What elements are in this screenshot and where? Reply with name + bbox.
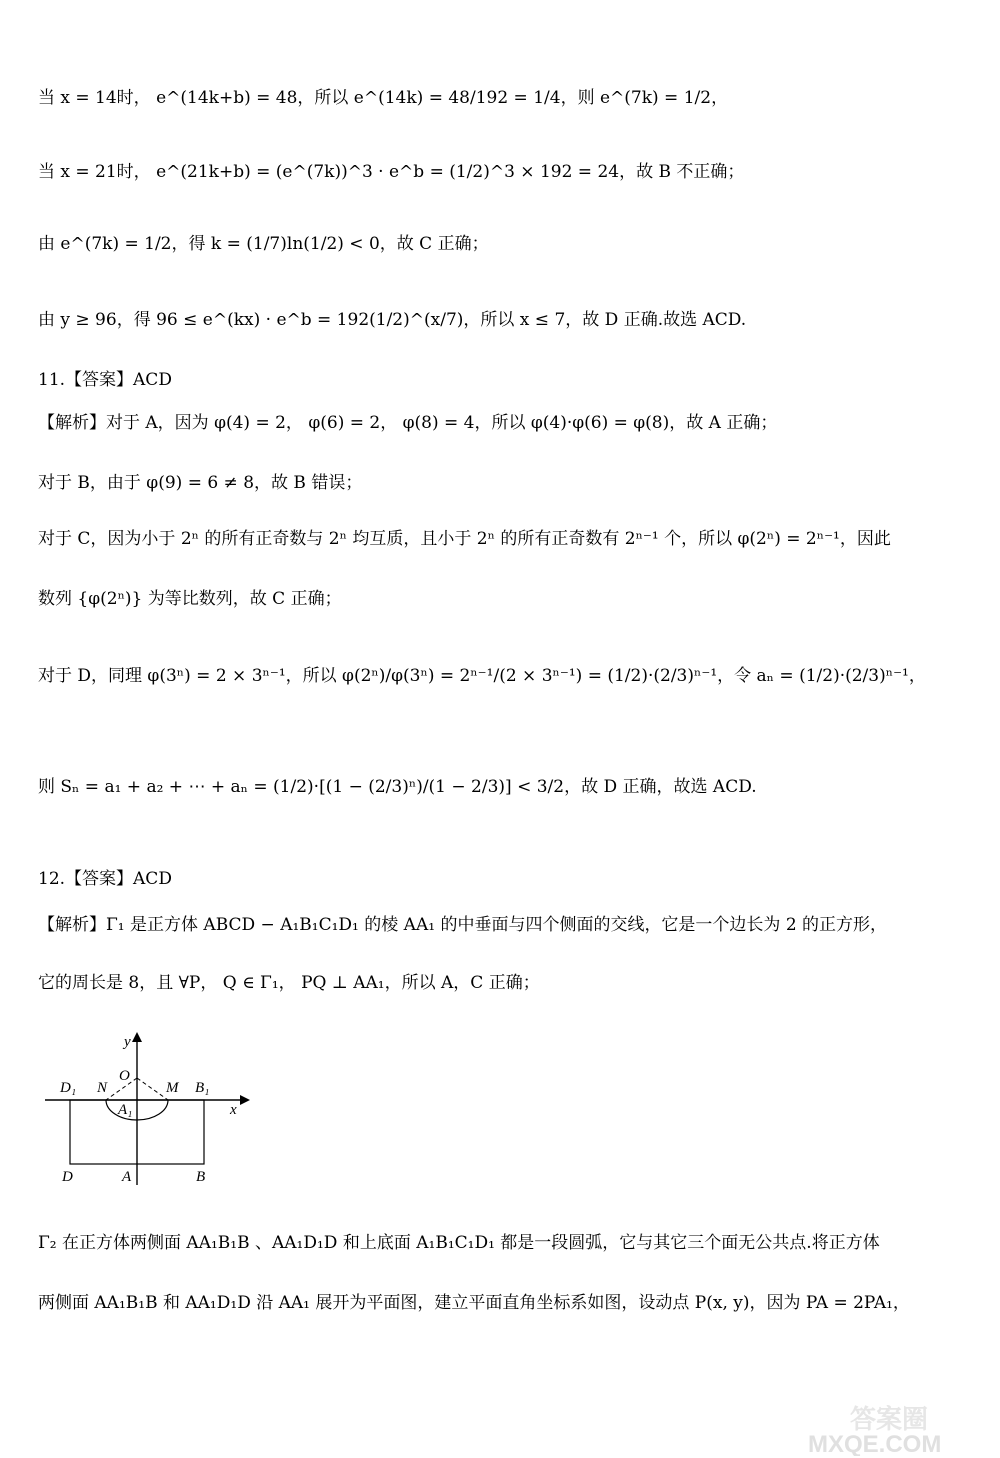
text-line-8: 对于 C，因为小于 2ⁿ 的所有正奇数与 2ⁿ 均互质，且小于 2ⁿ 的所有正奇数有 2ⁿ⁻¹ 个，所以 φ(2ⁿ) = 2ⁿ⁻¹，因此 <box>38 529 891 549</box>
watermark-top: 答案圈 <box>850 1404 929 1434</box>
watermark-logo <box>798 1400 978 1456</box>
segment-om <box>137 1078 168 1100</box>
text-line-13: 【解析】Γ₁ 是正方体 ABCD − A₁B₁C₁D₁ 的棱 AA₁ 的中垂面与四个侧面的交线，它是一个边长为 2 的正方形， <box>38 915 888 935</box>
label-m: M <box>166 1080 179 1096</box>
label-n: N <box>97 1080 108 1096</box>
label-b1: B₁ <box>195 1080 210 1096</box>
label-y: y <box>124 1034 131 1050</box>
text-line-7: 对于 B，由于 φ(9) = 6 ≠ 8，故 B 错误； <box>38 473 363 493</box>
label-b: B <box>196 1169 206 1185</box>
text-line-14: 它的周长是 8，且 ∀P， Q ∈ Γ₁， PQ ⊥ AA₁，所以 A，C 正确； <box>38 973 540 993</box>
text-line-4: 由 y ≥ 96，得 96 ≤ e^(kx) · e^b = 192(1/2)^(x/7)，所以 x ≤ 7，故 D 正确.故选 ACD. <box>38 310 747 330</box>
label-a: A <box>122 1169 132 1185</box>
watermark-bottom: MXQE.COM <box>808 1431 942 1456</box>
question-12-answer: 12.【答案】ACD <box>38 869 172 889</box>
label-x: x <box>230 1102 237 1118</box>
label-d: D <box>62 1169 73 1185</box>
label-d1: D₁ <box>60 1080 77 1096</box>
question-11-answer: 11.【答案】ACD <box>38 370 172 390</box>
text-line-16: 两侧面 AA₁B₁B 和 AA₁D₁D 沿 AA₁ 展开为平面图，建立平面直角坐标系如图，设动点 P(x, y)，因为 PA = 2PA₁， <box>38 1293 910 1313</box>
text-line-6: 【解析】对于 A，因为 φ(4) = 2， φ(6) = 2， φ(8) = 4，所以 φ(4)·φ(6) = φ(8)，故 A 正确； <box>38 413 778 433</box>
text-line-3: 由 e^(7k) = 1/2，得 k = (1/7)ln(1/2) < 0，故 C 正确； <box>38 234 489 254</box>
label-o: O <box>119 1068 130 1084</box>
x-axis-arrow <box>240 1095 250 1105</box>
text-line-11: 则 Sₙ = a₁ + a₂ + ⋯ + aₙ = (1/2)·[(1 − (2/3)ⁿ)/(1 − 2/3)] < 3/2，故 D 正确，故选 ACD. <box>38 777 757 797</box>
y-axis-arrow <box>132 1032 142 1042</box>
text-line-9: 数列 {φ(2ⁿ)} 为等比数列，故 C 正确； <box>38 589 342 609</box>
text-line-2: 当 x = 21时， e^(21k+b) = (e^(7k))^3 · e^b = (1/2)^3 × 192 = 24，故 B 不正确； <box>38 162 745 182</box>
label-a1: A₁ <box>118 1102 133 1118</box>
unfolded-cube-diagram <box>40 1030 250 1190</box>
text-line-15: Γ₂ 在正方体两侧面 AA₁B₁B 、AA₁D₁D 和上底面 A₁B₁C₁D₁ 都是一段圆弧，它与其它三个面无公共点.将正方体 <box>38 1233 880 1253</box>
text-line-10: 对于 D，同理 φ(3ⁿ) = 2 × 3ⁿ⁻¹，所以 φ(2ⁿ)/φ(3ⁿ) = 2ⁿ⁻¹/(2 × 3ⁿ⁻¹) = (1/2)·(2/3)ⁿ⁻¹，令 aₙ = (1/2)·(2/3)ⁿ⁻¹， <box>38 666 926 686</box>
text-line-1: 当 x = 14时， e^(14k+b) = 48，所以 e^(14k) = 48/192 = 1/4，则 e^(7k) = 1/2， <box>38 88 729 108</box>
